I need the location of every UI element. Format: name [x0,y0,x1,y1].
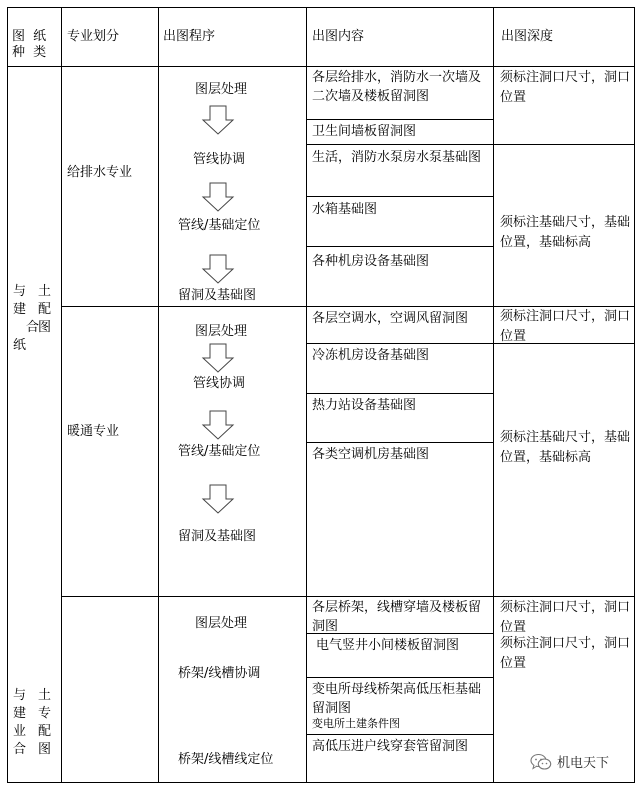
procedure-step: 图层处理 [195,616,248,631]
category-b-char: 土 [38,688,52,703]
category-b-char: 业 [13,724,27,739]
arrow-down-icon [201,343,235,373]
watermark-text: 机电天下 [557,756,610,771]
content-item: 热力站设备基础图 [312,398,417,413]
arrow-down-icon [201,254,235,284]
content-item: 冷冻机房设备基础图 [312,348,430,363]
wechat-icon [530,753,552,771]
category-a-char: 图 [38,320,52,335]
content-item: 各层空调水，空调风留洞图 [312,311,469,326]
category-b-char: 与 [13,688,27,703]
content-item: 高低压进户线穿套管留洞图 [312,739,469,754]
header-type-line2: 种 类 [12,45,49,60]
procedure-step: 管线协调 [193,152,246,167]
watermark [530,752,609,771]
arrow-down-icon [201,410,235,440]
depth-item: 须标注洞口尺寸，洞口位置 [500,70,631,105]
depth-item: 须标注基础尺寸，基础位置，基础标高 [500,430,631,465]
depth-item: 须标注洞口尺寸，洞口位置 [500,636,631,671]
depth-item: 须标注基础尺寸，基础位置，基础标高 [500,215,631,250]
header-content: 出图内容 [312,29,365,44]
content-item: 各类空调机房基础图 [312,447,430,462]
category-a-char: 与 [13,284,27,299]
category-a-char: 土 [38,284,52,299]
procedure-step: 管线/基础定位 [178,218,261,233]
category-b-char: 专 [38,706,52,721]
category-b-char: 图 [38,742,52,757]
header-discipline: 专业划分 [67,29,120,44]
depth-item: 须标注洞口尺寸，洞口位置 [500,309,631,344]
category-b-char: 建 [13,706,27,721]
category-a-char: 建 [13,302,27,317]
header-procedure: 出图程序 [163,29,216,44]
content-item: 各层桥架，线槽穿墙及楼板留洞图 [312,600,482,634]
category-a-char: 配 [38,302,52,317]
category-b-char: 合 [13,742,27,757]
content-item: 生活，消防水泵房水泵基础图 [312,150,482,165]
arrow-down-icon [201,105,235,135]
content-item: 变电所母线桥架高低压柜基础留洞图 [312,682,482,716]
procedure-step: 图层处理 [195,324,248,339]
content-item: 各层给排水，消防水一次墙及二次墙及楼板留洞图 [312,70,482,104]
content-item: 各种机房设备基础图 [312,254,430,269]
procedure-step: 桥架/线槽线定位 [178,752,274,767]
header-depth: 出图深度 [501,29,554,44]
procedure-step: 留洞及基础图 [178,288,257,303]
category-b-char: 配 [38,724,52,739]
header-type-line1: 图 纸 [12,29,49,44]
procedure-step: 桥架/线槽协调 [178,666,261,681]
content-item: 水箱基础图 [312,202,378,217]
discipline-hvac: 暖通专业 [67,424,120,439]
content-item: 变电所土建条件图 [312,717,400,730]
procedure-step: 留洞及基础图 [178,529,257,544]
content-item: 电气竖井小间楼板留洞图 [316,638,460,653]
content-item: 卫生间墙板留洞图 [312,124,417,139]
discipline-plumbing: 给排水专业 [67,165,133,180]
arrow-down-icon [201,484,235,514]
category-a-char: 合 [26,320,40,335]
procedure-step: 管线/基础定位 [178,444,261,459]
category-a-char: 纸 [13,338,27,353]
procedure-step: 图层处理 [195,82,248,97]
depth-item: 须标注洞口尺寸，洞口位置 [500,600,631,635]
procedure-step: 管线协调 [193,376,246,391]
arrow-down-icon [201,182,235,212]
